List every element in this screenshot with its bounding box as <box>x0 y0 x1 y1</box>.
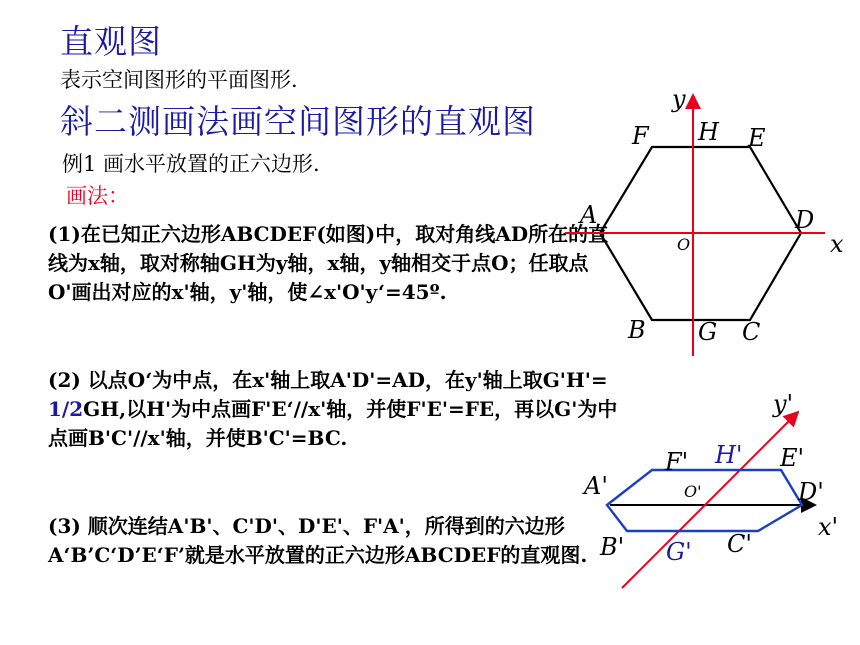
step-1-text: (1)在已知正六边形ABCDEF(如图)中，取对角线AD所在的直线为x轴，取对称轴GH为y轴，x轴，y轴相交于点O；任取点O'画出对应的x'轴，y'轴，使∠x'O'y‘=45º. <box>48 222 609 304</box>
label-G-prime: G' <box>666 538 692 566</box>
step-2-half-fraction: 1/2 <box>48 397 84 421</box>
method-label: 画法： <box>66 184 129 208</box>
label-O: O <box>677 235 691 254</box>
label-B: B <box>628 316 646 344</box>
step-2-part-a: (2) 以点O‘为中点，在x'轴上取A'D'=AD，在y'轴上取G'H'= <box>48 368 608 392</box>
label-F: F <box>632 122 649 150</box>
step-2-part-b: GH,以H'为中点画F'E‘//x'轴，并使F'E'=FE，再以G'为中点画B'C'//x'轴，并使B'C'=BC. <box>48 397 618 450</box>
label-B-prime: B' <box>600 533 625 561</box>
label-G: G <box>698 318 718 346</box>
label-H: H <box>698 118 719 146</box>
label-C: C <box>742 318 761 346</box>
label-O-prime: O' <box>684 482 702 501</box>
label-y: y <box>672 85 686 113</box>
label-x: x <box>830 230 844 258</box>
example-title: 例1 画水平放置的正六边形. <box>62 152 320 176</box>
label-E-prime: E' <box>780 444 805 472</box>
label-D-prime: D' <box>798 478 824 506</box>
step-3-text: (3) 顺次连结A'B'、C'D'、D'E'、F'A'，所得到的六边形A‘B’C‘D’E‘F’就是水平放置的正六边形ABCDEF的直观图. <box>48 514 588 567</box>
label-A-prime: A' <box>584 472 608 500</box>
label-A: A <box>580 201 598 229</box>
label-y-prime: y' <box>773 390 794 418</box>
label-E: E <box>748 124 766 152</box>
definition-text: 表示空间图形的平面图形. <box>60 68 298 92</box>
y-prime-axis <box>622 412 798 588</box>
section-heading: 斜二测画法画空间图形的直观图 <box>60 102 536 141</box>
label-x-prime: x' <box>818 513 839 541</box>
label-F-prime: F' <box>665 448 689 476</box>
oblique-hexagon <box>607 470 802 531</box>
label-H-prime: H' <box>715 441 743 469</box>
label-D: D <box>795 206 815 234</box>
page-title: 直观图 <box>60 22 162 61</box>
label-C-prime: C' <box>727 530 752 558</box>
